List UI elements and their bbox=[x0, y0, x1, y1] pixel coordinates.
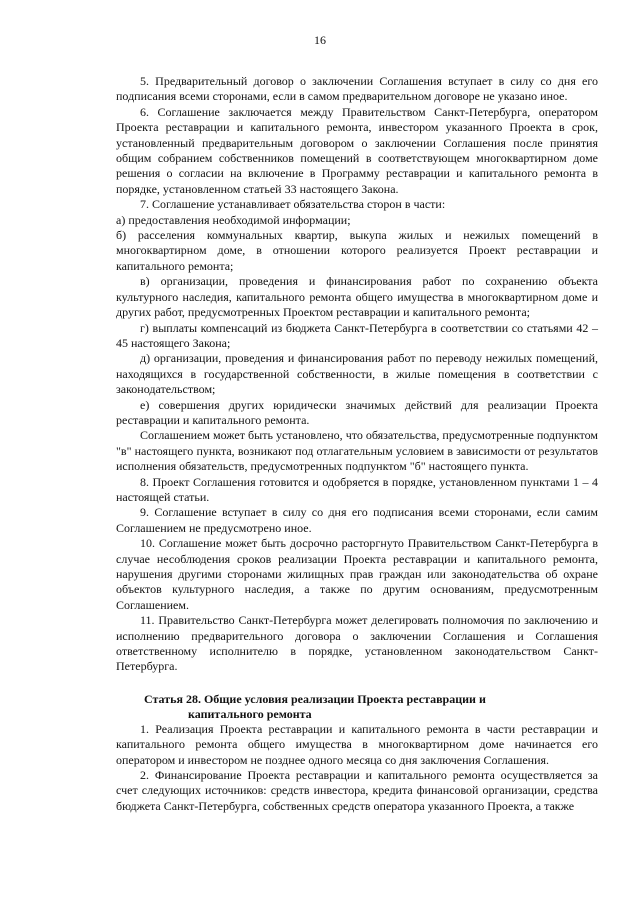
paragraph-6: 6. Соглашение заключается между Правительством Санкт-Петербурга, оператором Проекта реставрации и капитального ремонта, инвестором указанного Проекта в срок, установленный предварительным договором о заключении Соглашения после принятия общим собранием собственников помещений в соответствующем многоквартирном доме решения о согласии на включение в Программу реставрации и капитального ремонта в порядке, установленном статьей 33 настоящего Закона. bbox=[116, 104, 598, 196]
subitem-e: е) совершения других юридически значимых действий для реализации Проекта реставрации и капитального ремонта. bbox=[116, 397, 598, 427]
page-number: 16 bbox=[314, 33, 326, 47]
document-body bbox=[116, 74, 598, 814]
article-heading-line1: Статья 28. Общие условия реализации Проекта реставрации и bbox=[144, 691, 486, 706]
subitem-a: а) предоставления необходимой информации; bbox=[116, 212, 351, 227]
paragraph-8: 8. Проект Соглашения готовится и одобряется в порядке, установленном пунктами 1 – 4 настоящей статьи. bbox=[116, 474, 598, 504]
paragraph-10: 10. Соглашение может быть досрочно расторгнуто Правительством Санкт-Петербурга в случае несоблюдения сроков реализации Проекта реставрации и капитального ремонта, нарушения другими сторонами жилищных прав граждан или законодательства об охране объектов культурного наследия, а также по другим основаниям, предусмотренным Соглашением. bbox=[116, 536, 598, 612]
article-28-paragraph-2: 2. Финансирование Проекта реставрации и капитального ремонта осуществляется за счет следующих источников: средств инвестора, кредита финансовой организации, средства бюджета Санкт-Петербурга, собственных средств оператора указанного Проекта, а также bbox=[116, 768, 598, 813]
article-28-heading bbox=[116, 692, 598, 722]
subitem-b: б) расселения коммунальных квартир, выкупа жилых и нежилых помещений в многоквартирном доме, в отношении которого реализуется Проект реставрации и капитального ремонта; bbox=[116, 228, 598, 273]
article-28-paragraph-1: 1. Реализация Проекта реставрации и капитального ремонта в части реставрации и капитального ремонта общего имущества в многоквартирном доме начинается его оператором и инвестором не позднее одного месяца со дня заключения Соглашения. bbox=[116, 721, 598, 767]
paragraph-5: 5. Предварительный договор о заключении Соглашения вступает в силу со дня его подписания всеми сторонами, если в самом предварительном договоре не указано иное. bbox=[116, 74, 598, 104]
paragraph-9: 9. Соглашение вступает в силу со дня его подписания всеми сторонами, если самим Соглашением не предусмотрено иное. bbox=[116, 505, 598, 535]
article-heading-line2: капитального ремонта bbox=[188, 706, 312, 721]
paragraph-7-note: Соглашением может быть установлено, что обязательства, предусмотренные подпунктом "в" настоящего пункта, возникают под отлагательным условием в зависимости от результатов исполнения обязательств, предусмотренных подпунктом "б" настоящего пункта. bbox=[116, 428, 598, 474]
paragraph-7: 7. Соглашение устанавливает обязательства сторон в части: bbox=[140, 197, 446, 212]
subitem-d: д) организации, проведения и финансирования работ по переводу нежилых помещений, находящихся в государственной собственности, в жилые помещения в соответствии с законодательством; bbox=[116, 351, 598, 397]
subitem-v: в) организации, проведения и финансирования работ по сохранению объекта культурного наследия, капитального ремонта общего имущества в многоквартирном доме и других работ, предусмотренных Проектом реставрации и капитального ремонта; bbox=[116, 274, 598, 320]
subitem-g: г) выплаты компенсаций из бюджета Санкт-Петербурга в соответствии со статьями 42 – 45 настоящего Закона; bbox=[116, 320, 598, 350]
paragraph-11: 11. Правительство Санкт-Петербурга может делегировать полномочия по заключению и исполнению предварительного договора о заключении Соглашения и Соглашения ответственному исполнителю в порядке, установленном законодательством Санкт-Петербурга. bbox=[116, 613, 598, 674]
